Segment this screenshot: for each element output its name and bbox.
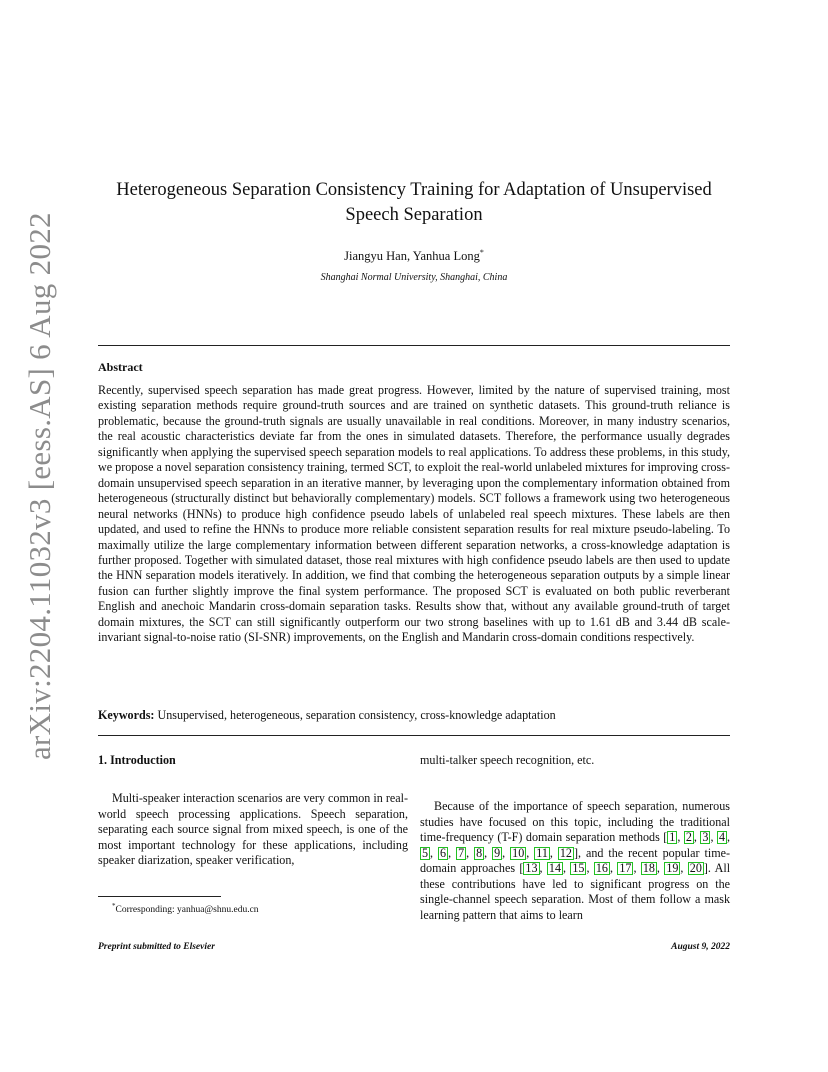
- footnote-mark: *: [112, 902, 116, 910]
- footnote: [112, 902, 259, 915]
- citation-link[interactable]: 3: [702, 830, 709, 844]
- intro-paragraph-2: [420, 799, 730, 923]
- citation-link[interactable]: 2: [685, 830, 692, 844]
- abstract-bottom-rule: [98, 735, 730, 736]
- keywords-text: Unsupervised, heterogeneous, separation consistency, cross-knowledge adaptation: [157, 708, 556, 722]
- corresponding-author-mark: *: [479, 248, 484, 257]
- citation-link[interactable]: 19: [666, 861, 679, 875]
- citation-group-time-domain: 13 , 14 , 15 , 16 , 17 , 18 , 19 , 20: [525, 861, 702, 875]
- citation-link[interactable]: 6: [440, 845, 447, 860]
- citation-link[interactable]: 17: [619, 861, 632, 875]
- citation-group-tf-methods: 1 , 2 , 3 , 4 , 5 , 6 , 7 , 8 , 9 , 10 , 11 , 12: [422, 830, 731, 860]
- citation-link[interactable]: 8: [476, 845, 483, 860]
- citation-link[interactable]: 18: [642, 861, 655, 875]
- intro-paragraph-2-part-a: Because of the importance of speech separation, numerous studies have focused on this topic, including the traditional time-frequency (T-F) domain separation methods [: [420, 799, 730, 844]
- arxiv-identifier-stamp: arXiv:2204.11032v3 [eess.AS] 6 Aug 2022: [22, 212, 57, 760]
- intro-paragraph-2-part-b: ], and the recent popular time-domain approaches [: [420, 845, 731, 875]
- citation-link[interactable]: 5: [422, 845, 429, 860]
- keywords-line: [98, 708, 730, 723]
- citation-link[interactable]: 14: [548, 861, 561, 875]
- abstract-text: Recently, supervised speech separation has made great progress. However, limited by the nature of supervised training, most existing separation methods require ground-truth sources and are trained on synthetic datasets. This ground-truth reliance is problematic, because the ground-truth signals are usually unavailable in real conditions. Moreover, in many industry scenarios, the real acoustic characteristics deviate far from the ones in simulated datasets. Therefore, the performance usually degrades significantly when applying the supervised speech separation models to real applications. To address these problems, in this study, we propose a novel separation consistency training, termed SCT, to exploit the real-world unlabeled mixtures for improving cross-domain unsupervised speech separation in an iterative manner, by leveraging upon the complementary information obtained from heterogeneous (structurally distinct but behaviorally complementary) models. SCT follows a framework using two heterogeneous neural networks (HNNs) to produce high confidence pseudo labels of unlabeled real speech mixtures. These labels are then updated, and used to refine the HNNs to produce more reliable consistent separation results for real mixture pseudo-labeling. To maximally utilize the large complementary information between different separation networks, a cross-knowledge adaptation is further proposed. Together with simulated dataset, those real mixtures with high confidence pseudo labels are then used to update the HNN separation models iteratively. In addition, we find that combing the heterogeneous separation outputs by a simple linear fusion can further slightly improve the final system performance. The proposed SCT is evaluated on both public reverberant English and anechoic Mandarin cross-domain separation tasks. Results show that, without any available ground-truth of target domain mixtures, the SCT can still significantly outperform our two strong baselines with up to 1.61 dB and 3.44 dB scale-invariant signal-to-noise ratio (SI-SNR) improvements, on the English and Mandarin cross-domain conditions respectively.: [98, 383, 730, 645]
- footnote-text: Corresponding: yanhua@shnu.edu.cn: [115, 905, 259, 916]
- citation-link[interactable]: 7: [458, 845, 465, 860]
- author-names: Jiangyu Han, Yanhua Long: [344, 249, 480, 264]
- intro-paragraph-2-part-c: ]. All these contributions have led to significant progress on the single-channel speech separation. Most of them follow a mask learning pattern that aims to learn: [420, 861, 731, 922]
- citation-link[interactable]: 10: [512, 845, 525, 860]
- intro-paragraph-1: Multi-speaker interaction scenarios are very common in real-world speech processing applications. Speech separation, separating each source signal from mixed speech, is one of the most important technology for these applications, including speaker diarization, speaker verification,: [98, 791, 408, 867]
- footnote-rule: [98, 896, 221, 897]
- citation-link[interactable]: 20: [689, 861, 702, 875]
- section-heading-introduction: 1. Introduction: [98, 753, 176, 767]
- footer-date: August 9, 2022: [671, 942, 730, 952]
- citation-link[interactable]: 16: [595, 861, 608, 875]
- author-line: [98, 248, 730, 264]
- citation-link[interactable]: 1: [669, 830, 676, 844]
- citation-link[interactable]: 12: [559, 845, 572, 860]
- abstract-top-rule: [98, 345, 730, 346]
- citation-link[interactable]: 11: [536, 845, 548, 860]
- citation-link[interactable]: 15: [572, 861, 585, 875]
- citation-link[interactable]: 9: [494, 845, 501, 860]
- paper-title: Heterogeneous Separation Consistency Training for Adaptation of Unsupervised Speech Separation: [116, 180, 712, 225]
- citation-link[interactable]: 13: [525, 861, 538, 875]
- affiliation: Shanghai Normal University, Shanghai, China: [320, 272, 508, 283]
- abstract-heading: Abstract: [98, 360, 143, 374]
- keywords-label: Keywords:: [98, 708, 155, 722]
- footer-preprint-note: Preprint submitted to Elsevier: [98, 942, 215, 952]
- citation-link[interactable]: 4: [718, 830, 725, 844]
- intro-paragraph-1-continued: multi-talker speech recognition, etc.: [420, 753, 595, 767]
